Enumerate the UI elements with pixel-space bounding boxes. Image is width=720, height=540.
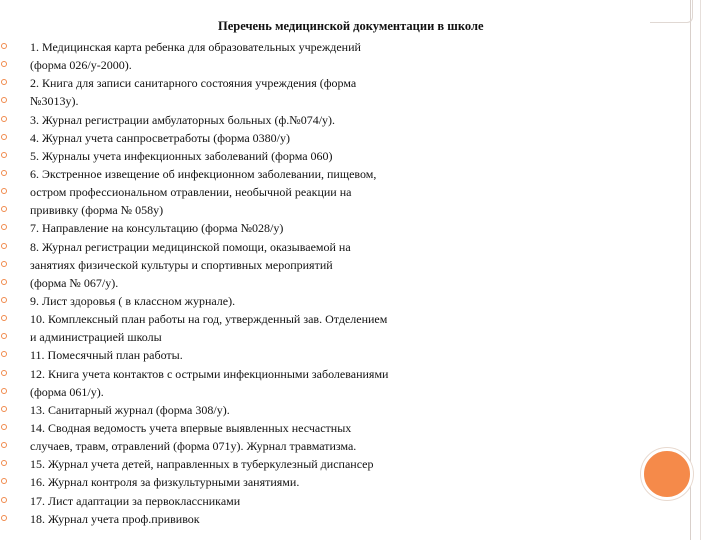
list-item-text: прививку (форма № 058у) (30, 203, 164, 218)
list-item (0, 292, 640, 310)
list-item (0, 274, 640, 292)
bullet-circle-icon (1, 406, 7, 412)
list-item-text: 1. Медицинская карта ребенка для образовательных учреждений (30, 40, 361, 54)
list-item (0, 310, 640, 328)
bullet-circle-icon (1, 243, 7, 249)
list-item (0, 401, 640, 419)
list-item (0, 92, 640, 110)
page-title: Перечень медицинской документации в школе (218, 19, 484, 33)
list-item-text: №3013у). (30, 94, 79, 109)
bullet-circle-icon (1, 333, 7, 339)
bullet-circle-icon (1, 297, 7, 303)
list-item (0, 437, 640, 455)
list-item (0, 129, 640, 147)
bullet-circle-icon (1, 224, 7, 230)
bullet-circle-icon (1, 61, 7, 67)
bullet-circle-icon (1, 97, 7, 103)
list-item (0, 238, 640, 256)
list-item-text: 12. Книга учета контактов с острыми инфекционными заболеваниями (30, 366, 389, 381)
list-item (0, 183, 640, 201)
list-item-text: 17. Лист адаптации за первоклассниками (30, 493, 241, 508)
list-item-text: 13. Санитарный журнал (форма 308/у). (30, 402, 230, 417)
bullet-circle-icon (1, 442, 7, 448)
document-list (0, 38, 640, 528)
list-item (0, 219, 640, 237)
list-item (0, 256, 640, 274)
list-item (0, 510, 640, 528)
bullet-circle-icon (1, 388, 7, 394)
list-item-text: 6. Экстренное извещение об инфекционном заболевании, пищевом, (30, 166, 377, 181)
bullet-circle-icon (1, 43, 7, 49)
bullet-circle-icon (1, 279, 7, 285)
bullet-circle-icon (1, 79, 7, 85)
list-item-text: 10. Комплексный план работы на год, утвержденный зав. Отделением (30, 312, 388, 327)
bullet-circle-icon (1, 152, 7, 158)
list-item (0, 111, 640, 129)
bullet-circle-icon (1, 206, 7, 212)
bullet-circle-icon (1, 134, 7, 140)
bullet-circle-icon (1, 370, 7, 376)
list-item (0, 419, 640, 437)
list-item (0, 328, 640, 346)
list-item-text: 7. Направление на консультацию (форма №028/у) (30, 221, 284, 236)
list-item (0, 365, 640, 383)
bullet-circle-icon (1, 515, 7, 521)
list-item-text: случаев, травм, отравлений (форма 071у). Журнал травматизма. (30, 439, 357, 454)
list-item (0, 383, 640, 401)
slide-frame-corner (650, 0, 693, 23)
slide-frame-inner-border (700, 0, 720, 540)
list-item-text: (форма 026/у-2000). (30, 58, 132, 73)
list-item-text: 16. Журнал контроля за физкультурными занятиями. (30, 475, 300, 490)
list-item-text: 2. Книга для записи санитарного состояния учреждения (форма (30, 76, 357, 91)
list-item-text: 4. Журнал учета санпросветработы (форма 0380/у) (30, 130, 291, 145)
list-item-text: 11. Помесячный план работы. (30, 348, 183, 363)
list-item-text: 5. Журналы учета инфекционных заболеваний (форма 060) (30, 148, 333, 163)
bullet-circle-icon (1, 188, 7, 194)
list-item (0, 38, 640, 56)
list-item-text: (форма № 067/у). (30, 275, 119, 290)
bullet-circle-icon (1, 424, 7, 430)
bullet-circle-icon (1, 170, 7, 176)
list-item-text: 8. Журнал регистрации медицинской помощи, оказываемой на (30, 239, 351, 254)
list-item (0, 455, 640, 473)
bullet-circle-icon (1, 460, 7, 466)
list-item (0, 74, 640, 92)
bullet-circle-icon (1, 116, 7, 122)
bullet-circle-icon (1, 261, 7, 267)
list-item-text: 3. Журнал регистрации амбулаторных больных (ф.№074/у). (30, 112, 336, 127)
list-item (0, 147, 640, 165)
list-item-text: (форма 061/у). (30, 384, 104, 399)
list-item (0, 165, 640, 183)
bullet-circle-icon (1, 315, 7, 321)
list-item-text: остром профессиональном отравлении, необычной реакции на (30, 185, 352, 200)
list-item-text: 15. Журнал учета детей, направленных в туберкулезный диспансер (30, 457, 374, 472)
list-item (0, 201, 640, 219)
list-item-text: и администрацией школы (30, 330, 162, 345)
list-item-text: занятиях физической культуры и спортивных мероприятий (30, 257, 333, 272)
bullet-circle-icon (1, 497, 7, 503)
list-item (0, 492, 640, 510)
list-item (0, 346, 640, 364)
decorative-orange-circle (641, 448, 693, 500)
list-item (0, 56, 640, 74)
list-item (0, 473, 640, 491)
list-item-text: 14. Сводная ведомость учета впервые выявленных несчастных (30, 420, 352, 435)
list-item-text: 18. Журнал учета проф.прививок (30, 511, 200, 526)
bullet-circle-icon (1, 351, 7, 357)
bullet-circle-icon (1, 478, 7, 484)
list-item-text: 9. Лист здоровья ( в классном журнале). (30, 293, 236, 308)
